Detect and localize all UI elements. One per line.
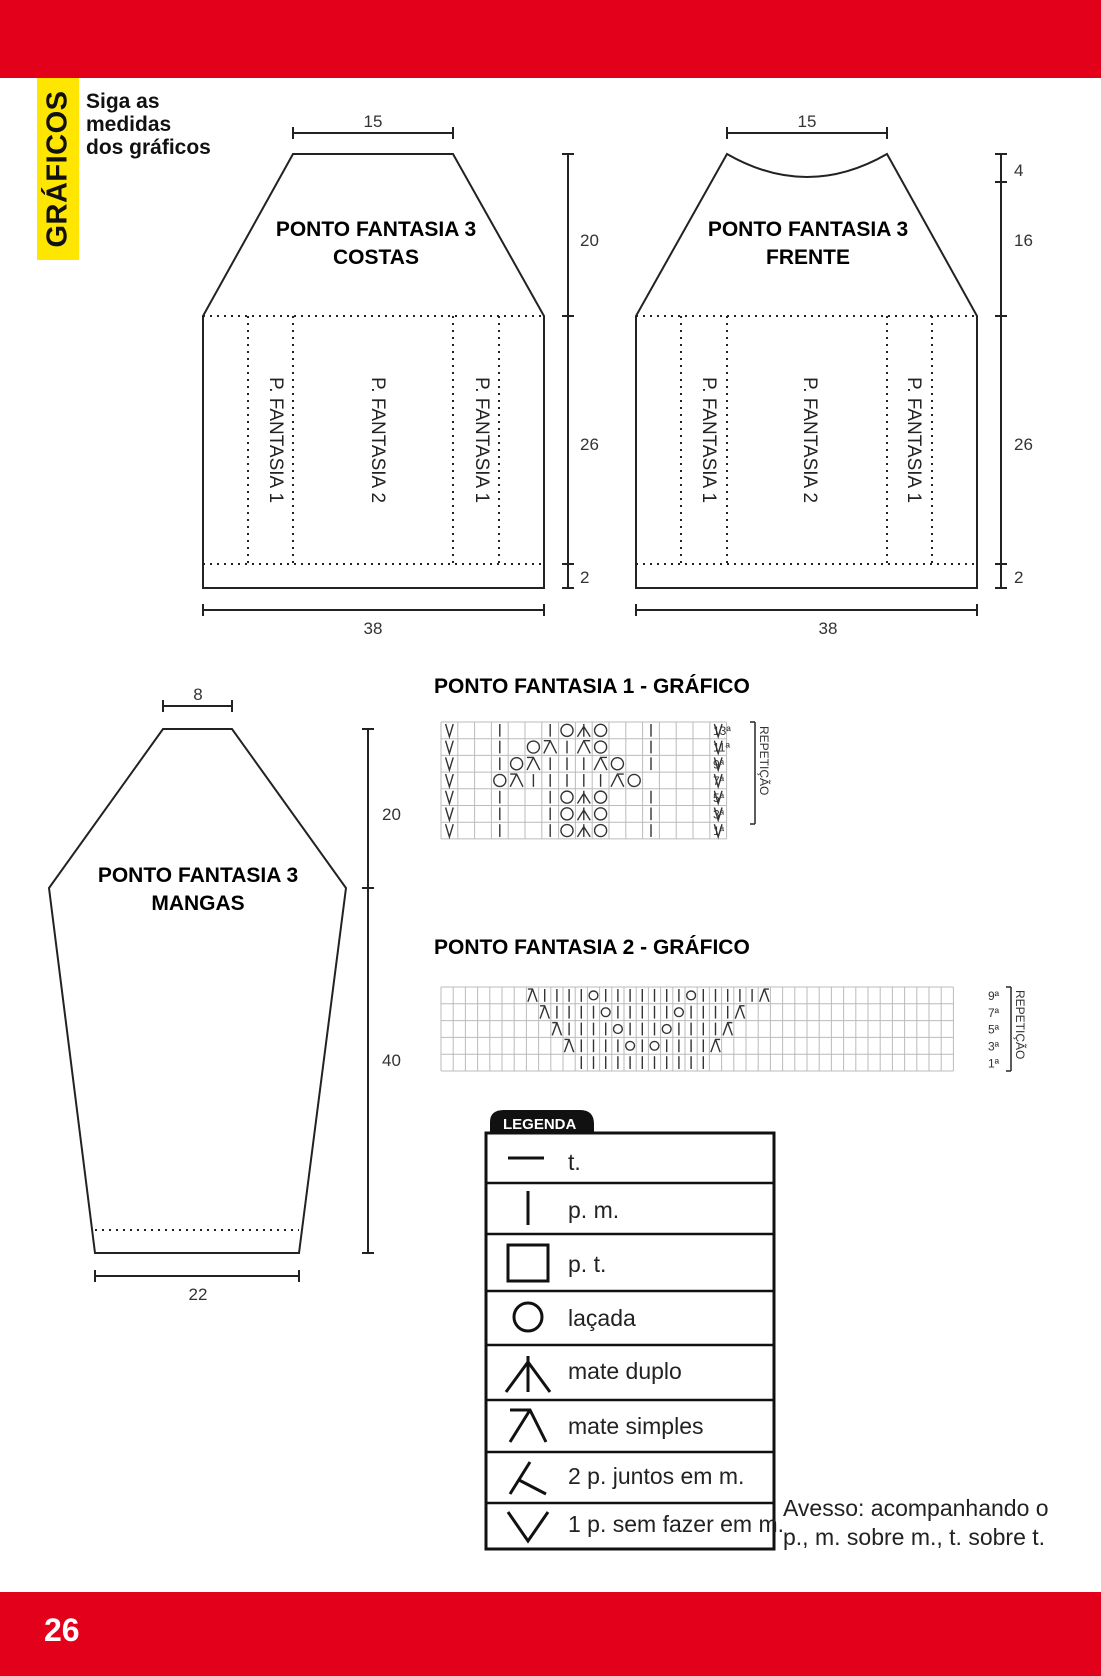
row-label: 1ª bbox=[713, 824, 725, 839]
stitch-symbol bbox=[577, 808, 590, 821]
legend-label-mate-simples: mate simples bbox=[568, 1413, 704, 1439]
intro-line-2: medidas bbox=[86, 113, 172, 136]
stitch-symbol bbox=[577, 791, 590, 804]
stitch-symbol bbox=[577, 741, 590, 754]
stitch-symbol bbox=[735, 1006, 744, 1019]
row-label: 7ª bbox=[988, 1005, 1000, 1020]
row-label: 9ª bbox=[713, 757, 725, 772]
row-label: 11ª bbox=[713, 740, 730, 755]
costas-top-width: 15 bbox=[363, 112, 383, 131]
avesso-note-2: p., m. sobre m., t. sobre t. bbox=[783, 1524, 1046, 1550]
stitch-symbol bbox=[723, 1023, 732, 1036]
legend-row-dividers bbox=[486, 1183, 774, 1503]
row-label: 1ª bbox=[988, 1056, 1000, 1071]
k2tog-icon bbox=[510, 1462, 546, 1494]
stitch-symbol bbox=[494, 774, 506, 786]
frente-title-2: FRENTE bbox=[766, 246, 850, 269]
mangas-title-2: MANGAS bbox=[151, 892, 245, 915]
chart2-repeat-bracket bbox=[1006, 987, 1027, 1071]
stitch-symbol bbox=[662, 1025, 671, 1034]
frente-height-neck: 4 bbox=[1014, 161, 1024, 180]
stitch-symbol bbox=[628, 774, 640, 786]
stitch-symbol bbox=[595, 808, 607, 820]
stitch-symbol bbox=[528, 989, 537, 1002]
row-label: 3ª bbox=[988, 1039, 1000, 1054]
costas-height-upper: 20 bbox=[580, 231, 599, 250]
frente-strip-left: P. FANTASIA 1 bbox=[698, 376, 719, 504]
chart1-title: PONTO FANTASIA 1 - GRÁFICO bbox=[434, 675, 750, 698]
chart2-grid bbox=[441, 987, 953, 1071]
row-label: 9ª bbox=[988, 989, 1000, 1004]
page-number: 26 bbox=[44, 1612, 80, 1648]
stitch-symbol bbox=[540, 1006, 549, 1019]
mangas-outline bbox=[49, 729, 346, 1253]
legend-label-1p-sem-fazer: 1 p. sem fazer em m. bbox=[568, 1511, 785, 1537]
stitch-symbol bbox=[613, 1025, 622, 1034]
stitch-symbol bbox=[674, 1008, 683, 1017]
frente-title-1: PONTO FANTASIA 3 bbox=[707, 218, 909, 241]
frente-height-lower: 2 bbox=[1014, 568, 1024, 587]
costas-strip-left: P. FANTASIA 1 bbox=[265, 376, 286, 504]
legend-label-mate-duplo: mate duplo bbox=[568, 1358, 682, 1384]
chart1-symbols bbox=[446, 724, 722, 837]
legend-label-pt: p. t. bbox=[568, 1251, 607, 1277]
stitch-symbol bbox=[577, 724, 590, 737]
frente-height-middle: 26 bbox=[1014, 435, 1033, 454]
stitch-symbol bbox=[561, 825, 573, 837]
stitch-symbol bbox=[564, 1039, 573, 1052]
chart1-repeat-label: REPETIÇÃO bbox=[757, 726, 771, 796]
stitch-symbol bbox=[760, 989, 769, 1002]
costas-height-middle: 26 bbox=[580, 435, 599, 454]
stitch-symbol bbox=[446, 808, 454, 821]
legend-label-pm: p. m. bbox=[568, 1197, 620, 1223]
row-label: 5ª bbox=[713, 790, 725, 805]
costas-title-2: COSTAS bbox=[333, 246, 419, 269]
frente-schematic bbox=[636, 112, 1033, 638]
legend-label-2p-juntos: 2 p. juntos em m. bbox=[568, 1463, 745, 1489]
stitch-symbol bbox=[589, 991, 598, 1000]
mangas-height-lower: 40 bbox=[382, 1051, 401, 1070]
stitch-symbol bbox=[595, 741, 607, 753]
chart2-row-labels bbox=[988, 989, 1000, 1070]
stitch-symbol bbox=[446, 791, 454, 804]
double-decrease-icon bbox=[506, 1356, 550, 1392]
intro-line-3: dos gráficos bbox=[86, 136, 211, 159]
legend-label-lacada: laçada bbox=[568, 1305, 636, 1331]
frente-bottom-width: 38 bbox=[818, 619, 838, 638]
stitch-symbol bbox=[650, 1041, 659, 1050]
row-label: 13ª bbox=[713, 724, 731, 739]
costas-title-1: PONTO FANTASIA 3 bbox=[275, 218, 477, 241]
row-label: 7ª bbox=[713, 774, 725, 789]
stitch-symbol bbox=[611, 758, 623, 770]
stitch-symbol bbox=[687, 991, 696, 1000]
stitch-symbol bbox=[527, 741, 539, 753]
stitch-symbol bbox=[594, 757, 607, 770]
stitch-symbol bbox=[544, 741, 557, 754]
legend bbox=[486, 1110, 784, 1549]
intro-line-1: Siga as bbox=[86, 90, 160, 113]
square-icon bbox=[508, 1245, 548, 1281]
legend-label-t: t. bbox=[568, 1149, 581, 1175]
stitch-symbol bbox=[511, 758, 523, 770]
costas-height-lower: 2 bbox=[580, 568, 590, 587]
bottom-banner bbox=[0, 1592, 1101, 1676]
avesso-note-1: Avesso: acompanhando o bbox=[783, 1495, 1049, 1521]
chart1-repeat-bracket bbox=[750, 722, 771, 824]
stitch-symbol bbox=[711, 1039, 720, 1052]
row-label: 3ª bbox=[713, 807, 725, 822]
stitch-symbol bbox=[626, 1041, 635, 1050]
stitch-symbol bbox=[446, 774, 454, 787]
single-decrease-icon bbox=[510, 1410, 546, 1442]
section-tab-label: GRÁFICOS bbox=[41, 90, 74, 248]
mangas-height-upper: 20 bbox=[382, 805, 401, 824]
row-label: 5ª bbox=[988, 1022, 1000, 1037]
slip-icon bbox=[508, 1512, 548, 1541]
chart2-repeat-label: REPETIÇÃO bbox=[1013, 990, 1027, 1060]
stitch-symbol bbox=[595, 825, 607, 837]
stitch-symbol bbox=[510, 774, 523, 787]
costas-bottom-width: 38 bbox=[363, 619, 383, 638]
frente-strip-center: P. FANTASIA 2 bbox=[799, 376, 820, 504]
chart1-row-labels bbox=[713, 724, 731, 838]
stitch-symbol bbox=[446, 824, 454, 837]
chart2-title: PONTO FANTASIA 2 - GRÁFICO bbox=[434, 936, 750, 959]
costas-strip-center: P. FANTASIA 2 bbox=[367, 376, 388, 504]
stitch-symbol bbox=[561, 791, 573, 803]
stitch-symbol bbox=[527, 757, 540, 770]
mangas-top-width: 8 bbox=[193, 685, 203, 704]
stitch-symbol bbox=[552, 1023, 561, 1036]
stitch-symbol bbox=[446, 741, 454, 754]
stitch-symbol bbox=[601, 1008, 610, 1017]
frente-height-upper: 16 bbox=[1014, 231, 1033, 250]
costas-strip-right: P. FANTASIA 1 bbox=[471, 376, 492, 504]
stitch-symbol bbox=[577, 824, 590, 837]
stitch-symbol bbox=[446, 757, 454, 770]
stitch-symbol bbox=[595, 724, 607, 736]
stitch-symbol bbox=[561, 724, 573, 736]
costas-schematic bbox=[203, 112, 599, 638]
frente-strip-right: P. FANTASIA 1 bbox=[903, 376, 924, 504]
frente-top-width: 15 bbox=[797, 112, 817, 131]
stitch-symbol bbox=[561, 808, 573, 820]
legend-title: LEGENDA bbox=[503, 1116, 577, 1133]
mangas-title-1: PONTO FANTASIA 3 bbox=[97, 864, 299, 887]
stitch-symbol bbox=[611, 774, 624, 787]
circle-icon bbox=[514, 1303, 542, 1331]
stitch-symbol bbox=[446, 724, 454, 737]
stitch-symbol bbox=[595, 791, 607, 803]
mangas-bottom-width: 22 bbox=[188, 1285, 208, 1304]
mangas-schematic bbox=[49, 685, 401, 1304]
